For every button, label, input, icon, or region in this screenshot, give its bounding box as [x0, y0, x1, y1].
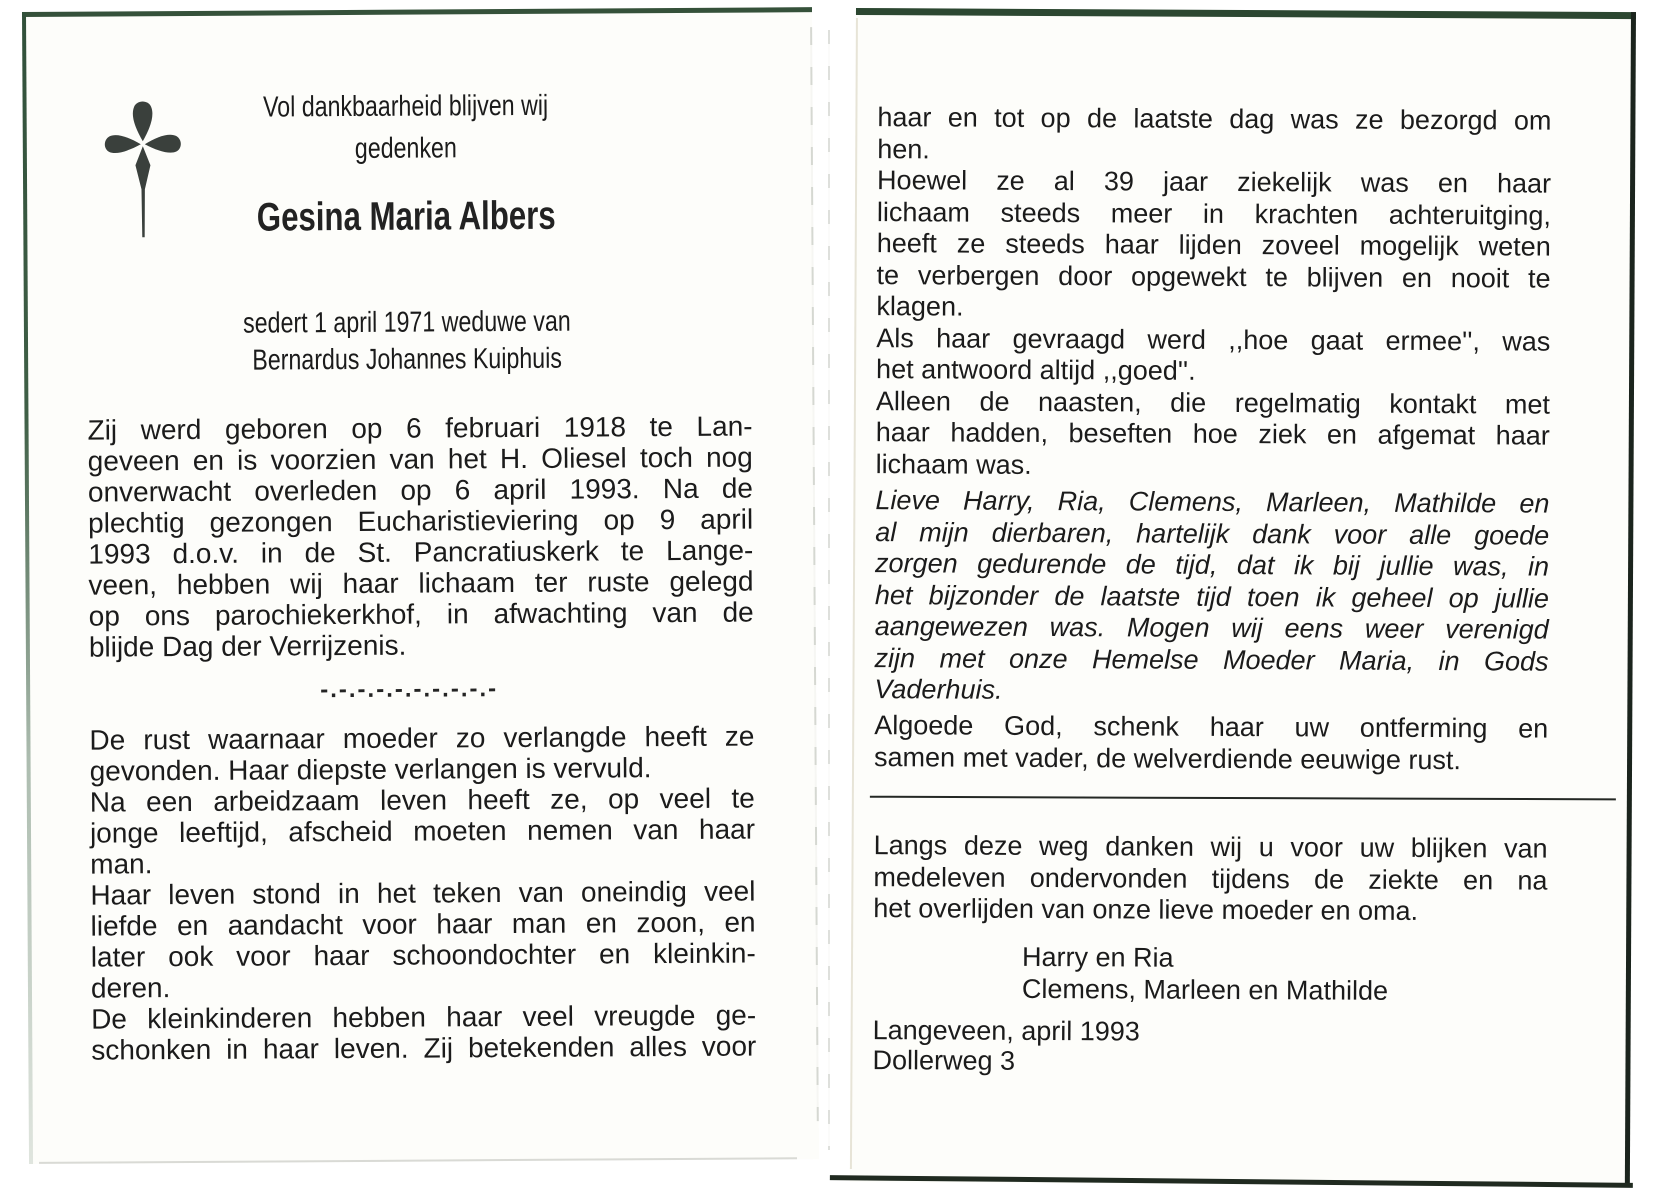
text-line: Zij werd geboren op 6 februari 1918 te Lan-	[87, 410, 753, 446]
text-line: samen met vader, de welverdiende eeuwige rust.	[874, 741, 1461, 775]
text-line: gedenken	[354, 132, 457, 165]
text-line: Als haar gevraagd werd ,,hoe gaat ermee'', was	[876, 322, 1551, 357]
deceased-name: Gesina Maria Albers	[256, 193, 556, 240]
text-line: Harry en Ria	[1021, 941, 1174, 973]
text-line: hen.	[877, 133, 930, 164]
text-line: heeft ze steeds haar lijden zoveel mogelijk weten	[876, 228, 1551, 262]
place-date: Langeveen, april 1993	[872, 1015, 1140, 1047]
text-line: geveen en is voorzien van het H. Oliesel toch nog	[87, 441, 753, 477]
text-line: te verbergen door opgewekt te blijven en nooit te	[876, 259, 1551, 294]
address: Dollerweg 3	[872, 1045, 1016, 1076]
text-line: Hoewel ze al 39 jaar ziekelijk was en haar	[877, 165, 1552, 199]
text-line: later ook voor haar schoondochter en kleinkin-	[90, 937, 756, 973]
text-line: lichaam was.	[875, 448, 1032, 480]
right-page-right-edge	[1625, 12, 1636, 1186]
relatives-paragraph	[876, 386, 1550, 484]
left-page-left-edge	[22, 12, 33, 1164]
text-line: haar hadden, beseften hoe ziek en afgemat haar	[875, 417, 1550, 451]
text-line: aangewezen was. Mogen wij eens weer verenigd	[874, 611, 1549, 645]
text-line: plechtig gezongen Eucharistieviering op 9 april	[88, 503, 754, 539]
text-line: De kleinkinderen hebben haar veel vreugde ge-	[91, 999, 757, 1035]
right-page-bottom-edge	[830, 1175, 1633, 1188]
text-line: lichaam steeds meer in krachten achteruitging,	[876, 196, 1552, 231]
text-line: De rust waarnaar moeder zo verlangde heeft ze	[89, 720, 755, 756]
left-page-bottom-edge	[39, 1157, 797, 1164]
divider-line	[870, 796, 1616, 801]
page-gap-shadow	[828, 30, 830, 1150]
right-page-left-edge	[850, 18, 858, 1169]
left-page-right-edge	[810, 27, 819, 1121]
text-line: schonken in haar leven. Zij betekenden alles voor	[91, 1030, 757, 1066]
text-line: klagen.	[876, 291, 964, 322]
text-line: het overlijden van onze lieve moeder en oma.	[873, 893, 1419, 926]
blessing-paragraph	[874, 710, 1548, 777]
text-line: zijn met onze Hemelse Moeder Maria, in Gods	[874, 642, 1549, 677]
text-line: op ons parochiekerkhof, in afwachting van de	[88, 596, 754, 632]
text-line: blijde Dag der Verrijzenis.	[88, 629, 407, 663]
text-line: al mijn dierbaren, hartelijk dank voor alle goede	[875, 516, 1550, 551]
text-line: medeleven ondervonden tijdens de ziekte en na	[873, 861, 1548, 896]
illness-paragraph	[876, 165, 1551, 326]
text-line: gevonden. Haar diepste verlangen is vervuld.	[89, 752, 652, 787]
place-date-block	[872, 1015, 1372, 1078]
love-paragraph	[90, 876, 756, 1004]
widow-subtitle	[151, 303, 663, 380]
text-line: Haar leven stond in het teken van oneindig veel	[90, 875, 756, 911]
right-page	[850, 8, 1636, 1186]
text-line: deren.	[90, 972, 171, 1004]
intro-text	[149, 84, 662, 171]
farewell-paragraph	[90, 783, 756, 880]
left-body-block	[89, 721, 756, 1066]
text-line: Bernardus Johannes Kuiphuis	[252, 342, 563, 377]
text-line: Langs deze weg danken wij u voor uw blijken van	[873, 830, 1548, 864]
text-line: 1993 d.o.v. in de St. Pancratiuskerk te Lange-	[88, 534, 754, 570]
text-line: Clemens, Marleen en Mathilde	[1021, 973, 1389, 1006]
signature-block	[1022, 941, 1522, 1008]
prayer-paragraph	[874, 485, 1549, 709]
left-page	[22, 7, 819, 1164]
text-line: veen, hebben wij haar lichaam ter ruste gelegd	[88, 565, 754, 601]
quote-paragraph	[876, 323, 1550, 390]
text-line: jonge leeftijd, afscheid moeten nemen van haar	[89, 813, 756, 849]
text-line: het bijzonder de laatste tijd toen ik geheel op jullie	[874, 579, 1549, 614]
thanks-paragraph	[873, 830, 1547, 928]
separator-ornament: -.-.-.-.-.-.-.-.-.-	[320, 675, 499, 704]
caring-paragraph	[877, 102, 1551, 169]
text-line: sedert 1 april 1971 weduwe van	[243, 305, 571, 340]
text-line: zorgen gedurende de tijd, dat ik bij jullie was, in	[875, 548, 1550, 582]
text-line: Alleen de naasten, die regelmatig kontakt met	[875, 385, 1551, 420]
text-line: Vol dankbaarheid blijven wij	[262, 89, 549, 124]
right-page-top-edge	[856, 8, 1636, 19]
text-line: liefde en aandacht voor haar man en zoon, en	[90, 906, 756, 942]
text-line: onverwacht overleden op 6 april 1993. Na de	[87, 472, 754, 508]
text-line: haar en tot op de laatste dag was ze bezorgd om	[877, 102, 1552, 136]
text-line: Lieve Harry, Ria, Clemens, Marleen, Mathilde en	[875, 485, 1550, 519]
left-page-top-edge	[22, 7, 812, 17]
text-line: Algoede God, schenk haar uw ontferming en	[874, 710, 1549, 744]
text-line: Vaderhuis.	[874, 674, 1003, 705]
text-line: Na een arbeidzaam leven heeft ze, op veel te	[89, 782, 755, 818]
birth-death-paragraph	[87, 411, 754, 663]
grandchildren-paragraph	[91, 1000, 756, 1066]
text-line: het antwoord altijd ,,goed''.	[876, 354, 1196, 386]
rest-paragraph	[89, 721, 754, 787]
right-body-block	[876, 102, 1552, 484]
text-line: man.	[90, 848, 153, 880]
